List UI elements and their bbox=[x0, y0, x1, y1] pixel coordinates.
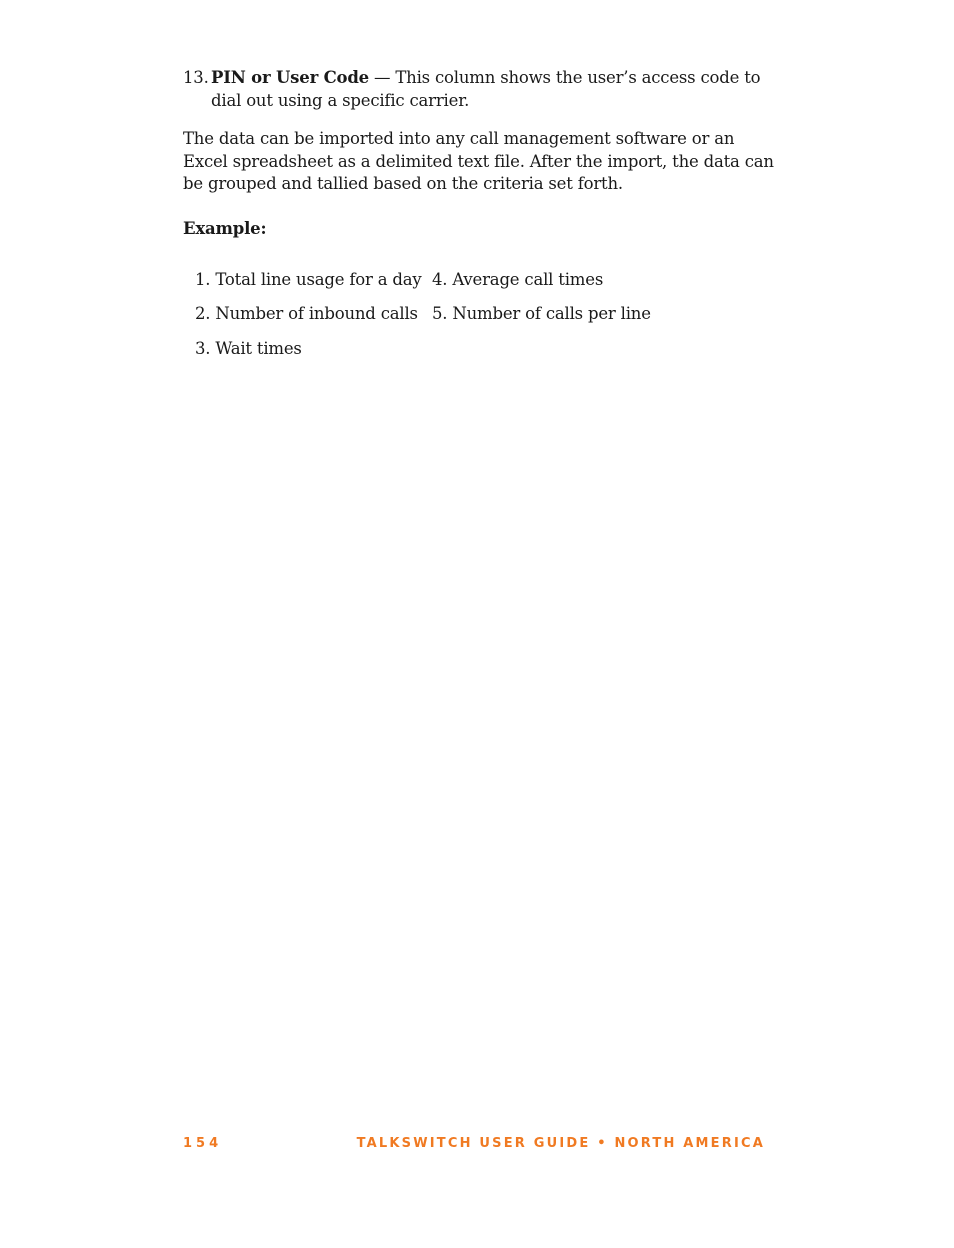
footer-page-number: 154 bbox=[183, 1136, 223, 1151]
body-paragraph: The data can be imported into any call management software or an Excel spreadsheet as a delimited text file. After the import, the data can be grouped and tallied based on the criteria set forth. bbox=[183, 129, 774, 193]
example-list-item: 1. Total line usage for a day bbox=[195, 270, 422, 289]
item-body bbox=[211, 67, 783, 112]
example-list-item: 3. Wait times bbox=[195, 339, 302, 358]
example-list-item: 2. Number of inbound calls bbox=[195, 304, 418, 323]
example-list-item: 4. Average call times bbox=[432, 270, 604, 289]
numbered-item-13 bbox=[183, 67, 783, 112]
example-list-item: 5. Number of calls per line bbox=[432, 304, 651, 323]
footer-title: TALKSWITCH USER GUIDE • NORTH AMERICA bbox=[356, 1136, 765, 1151]
item-description: — This column shows the user’s access code to dial out using a specific carrier. bbox=[211, 68, 761, 110]
item-number: 13. bbox=[183, 68, 209, 87]
example-heading: Example: bbox=[183, 219, 267, 238]
item-term: PIN or User Code bbox=[211, 68, 369, 87]
